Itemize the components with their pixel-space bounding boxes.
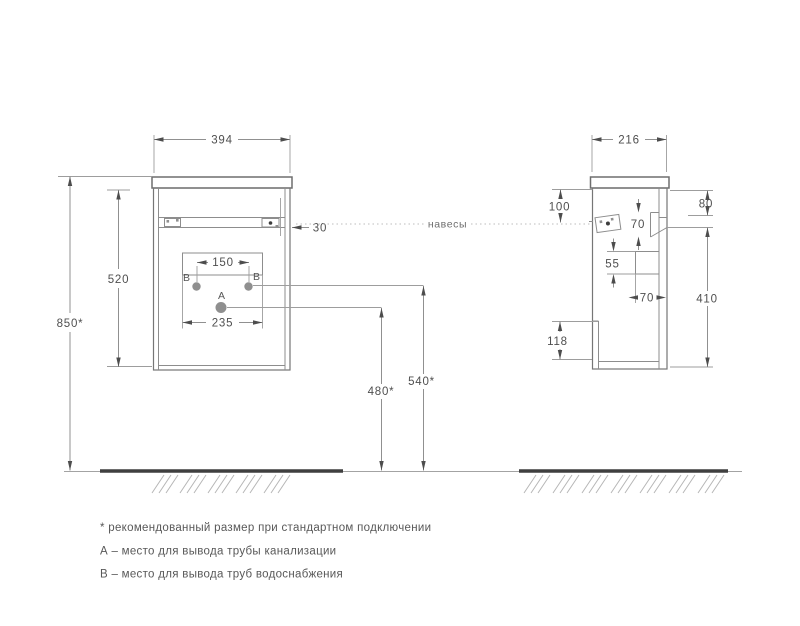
dim-rail-offset: [605, 239, 635, 288]
dim-150-label: 150: [212, 257, 234, 269]
dim-480-label: 480*: [367, 386, 395, 398]
arrow-down: [558, 350, 562, 360]
arrow-down: [379, 461, 383, 471]
arrow-right: [240, 260, 250, 264]
arrow-up: [558, 190, 562, 200]
side-rail-box: [636, 252, 660, 275]
arrow-left: [197, 260, 207, 264]
hanger-plate-left-pin2: [176, 219, 179, 222]
arrow-up: [379, 308, 383, 318]
hanger-plate-left-pin1: [167, 220, 170, 223]
arrow-down: [636, 203, 640, 213]
side-hanger-plate-pin2: [611, 218, 614, 221]
arrow-left: [592, 137, 602, 141]
dim-55-label: 55: [605, 258, 620, 271]
arrow-up: [68, 177, 72, 187]
dim-bottom-recess: [547, 322, 598, 360]
arrow-down: [558, 213, 562, 223]
side-view: [589, 177, 669, 369]
hangers-label: навесы: [427, 218, 468, 231]
note-outlet-b: В – место для вывода труб водоснабжения: [100, 568, 344, 581]
arrow-up: [421, 286, 425, 296]
dim-100-label: 100: [548, 201, 571, 214]
arrow-down: [705, 358, 709, 368]
note-outlet-a: А – место для вывода трубы канализации: [100, 545, 337, 558]
side-countertop: [591, 177, 670, 188]
dim-sewer-outlet-height: [368, 308, 395, 471]
dim-30-label: 30: [312, 222, 328, 235]
front-countertop: [152, 177, 292, 188]
dim-body-height: [107, 190, 152, 367]
dim-rail-inset: [281, 198, 328, 236]
arrow-down: [611, 242, 615, 252]
dim-hanger-height: [631, 199, 645, 250]
ground-hatching-front: [152, 475, 290, 493]
ground: [64, 471, 742, 493]
side-hanger-plate: [595, 214, 621, 232]
arrow-down: [116, 358, 120, 368]
dim-70v-label: 70: [630, 219, 646, 231]
hanger-plate-right-dot: [269, 221, 273, 225]
dim-total-height: [57, 177, 152, 471]
hangers-annotation: [296, 219, 591, 231]
hanger-plate-left: [165, 219, 181, 227]
dim-water-outlets-spacing: [197, 257, 249, 282]
side-hanger-plate-dot: [606, 221, 611, 226]
arrow-left: [154, 137, 164, 141]
dim-hanger-top-offset: [670, 191, 713, 216]
dim-80-label: 80: [698, 198, 714, 211]
dim-rail-depth: [629, 274, 667, 305]
arrow-left: [629, 295, 639, 299]
dim-410-label: 410: [696, 293, 718, 306]
hanger-plate-right: [262, 219, 279, 228]
dim-394-label: 394: [211, 134, 233, 147]
hanger-plate-right-pin: [276, 225, 279, 228]
outlet-b-left-label: B: [182, 272, 191, 284]
note-recommended-size: * рекомендованный размер при стандартном подключении: [100, 522, 432, 534]
sewer-outlet: [216, 302, 227, 313]
dim-depth: [592, 135, 667, 173]
dim-118-label: 118: [547, 336, 568, 348]
dim-850-label: 850*: [56, 318, 84, 330]
dim-water-outlet-height: [408, 286, 435, 471]
outlet-a-label: A: [217, 290, 226, 302]
arrow-up: [116, 190, 120, 200]
arrow-down: [421, 461, 425, 471]
dim-520-label: 520: [107, 274, 130, 286]
water-outlet-left: [192, 282, 200, 290]
side-body: [593, 188, 668, 369]
arrow-right: [657, 137, 667, 141]
arrow-up: [705, 228, 709, 238]
ground-hatching-side: [524, 475, 724, 493]
dim-70h-label: 70: [639, 292, 655, 305]
arrow-down: [68, 461, 72, 471]
water-outlet-right: [244, 282, 252, 290]
arrow-up: [611, 274, 615, 284]
footnotes: [100, 522, 431, 581]
arrow-up: [636, 237, 640, 247]
dim-hanger-drop: [549, 190, 593, 223]
dim-216-label: 216: [618, 134, 640, 147]
front-view: [152, 177, 292, 370]
arrow-right: [281, 137, 291, 141]
arrow-left: [292, 225, 302, 229]
side-hanger-plate-pin1: [599, 220, 602, 223]
dim-front-width: [154, 135, 290, 174]
dim-lower-height: [667, 228, 718, 368]
outlet-b-right-label: B: [252, 271, 261, 283]
dim-235-label: 235: [211, 317, 234, 330]
arrow-left: [183, 320, 193, 324]
arrow-up: [558, 322, 562, 332]
arrow-right: [253, 320, 263, 324]
dim-540-label: 540*: [408, 376, 435, 388]
front-body: [154, 188, 291, 370]
arrow-right: [657, 295, 667, 299]
